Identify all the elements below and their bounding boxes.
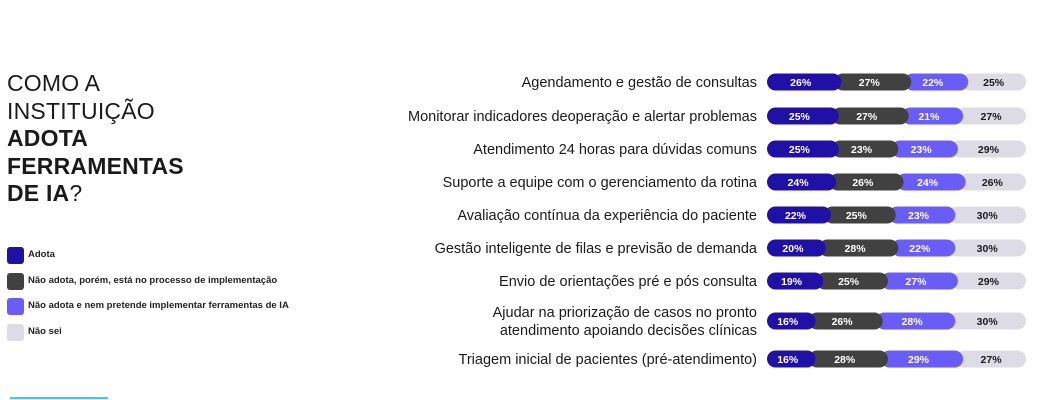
bar-row: [499, 273, 1026, 291]
bar-row: [443, 174, 1026, 192]
data-label: 28%: [901, 316, 923, 328]
legend-label-nao-adota: Não adota e nem pretende implementar ferramentas de IA: [28, 300, 289, 311]
bottom-accent-line: [10, 397, 108, 399]
title-line-2: INSTITUIÇÃO: [7, 97, 155, 124]
bar-row: [408, 108, 1026, 126]
title-line-3: ADOTA: [7, 125, 89, 151]
data-label: 25%: [838, 276, 860, 288]
title-line-5-bold: DE IA: [7, 180, 70, 206]
data-label: 28%: [834, 354, 856, 366]
data-label: 25%: [983, 77, 1005, 89]
category-label: Triagem inicial de pacientes (pré-atendimento): [458, 352, 757, 368]
category-label: Monitorar indicadores deoperação e alertar problemas: [408, 109, 757, 125]
title-line-5-rest: ?: [69, 180, 83, 206]
data-label: 29%: [977, 276, 999, 288]
data-label: 27%: [980, 354, 1002, 366]
legend-label-nao-sei: Não sei: [28, 325, 62, 337]
data-label: 21%: [918, 111, 940, 123]
data-label: 25%: [788, 144, 810, 156]
data-label: 23%: [910, 144, 932, 156]
data-label: 24%: [787, 177, 809, 189]
legend-label-implementando: Não adota, porém, está no processo de implementação: [28, 274, 278, 286]
title-line-1: COMO A: [7, 70, 101, 96]
data-label: 30%: [976, 243, 998, 255]
data-label: 27%: [856, 111, 878, 123]
bar-row: [493, 305, 1026, 339]
data-label: 27%: [905, 276, 927, 288]
data-label: 26%: [852, 177, 874, 189]
data-label: 30%: [976, 210, 998, 222]
data-label: 26%: [831, 316, 853, 328]
data-label: 22%: [784, 210, 806, 222]
data-label: 29%: [977, 144, 999, 156]
title-line-4: FERRAMENTAS: [7, 152, 184, 179]
category-label: Suporte a equipe com o gerenciamento da rotina: [442, 175, 757, 191]
data-label: 16%: [777, 354, 799, 366]
data-label: 22%: [909, 243, 931, 255]
bar-row: [473, 141, 1026, 159]
data-label: 25%: [788, 111, 810, 123]
data-label: 23%: [851, 144, 873, 156]
data-label: 24%: [917, 177, 939, 189]
category-label: Atendimento 24 horas para dúvidas comuns: [473, 142, 757, 158]
bar-row: [459, 351, 1026, 369]
data-label: 27%: [858, 77, 880, 89]
data-label: 27%: [980, 111, 1002, 123]
category-label: atendimento apoiando decisões clínicas: [499, 323, 757, 339]
data-label: 19%: [781, 276, 803, 288]
category-label: Ajudar na priorização de casos no pronto: [492, 305, 757, 321]
data-label: 29%: [908, 354, 930, 366]
bar-row: [457, 207, 1026, 225]
data-label: 16%: [777, 316, 799, 328]
category-label: Envio de orientações pré e pós consulta: [499, 274, 757, 290]
category-label: Avaliação contínua da experiência do paciente: [457, 208, 757, 224]
data-label: 20%: [782, 243, 804, 255]
bar-row: [435, 240, 1026, 258]
data-label: 23%: [908, 210, 930, 222]
data-label: 26%: [981, 177, 1003, 189]
category-label: Gestão inteligente de filas e previsão de demanda: [434, 241, 757, 257]
data-label: 28%: [844, 243, 866, 255]
category-label: Agendamento e gestão de consultas: [521, 75, 757, 91]
data-label: 26%: [790, 77, 812, 89]
legend-label-adota: Adota: [28, 249, 55, 260]
data-label: 25%: [845, 210, 867, 222]
data-label: 22%: [922, 77, 944, 89]
bar-row: [522, 74, 1026, 92]
data-label: 30%: [976, 316, 998, 328]
